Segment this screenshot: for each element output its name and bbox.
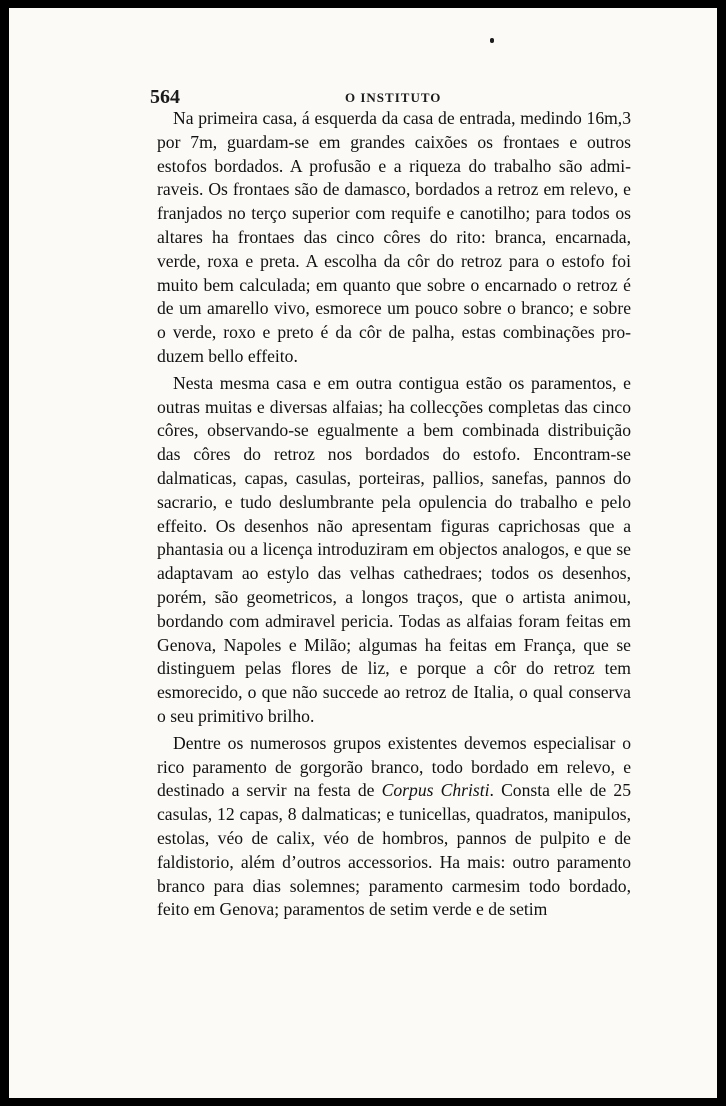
page-number: 564 (150, 86, 180, 108)
body-text (157, 107, 631, 922)
paragraph-corpus-christi (157, 732, 631, 922)
running-title: O INSTITUTO (345, 90, 442, 105)
paragraph-first-room: Na primeira casa, á esquerda da casa de entrada, medindo 16m,3 por 7m, guardam-se em grandes caixões os frontaes e outros estofos bordados. A profusão e a riqueza do trabalho são admiraveis. Os frontaes são de damasco, bordados a retroz em relevo, e franjados no terço superior com requife e canotilho; para todos os altares ha frontaes das cinco côres do rito: branca, encarnada, verde, roxa e preta. A escolha da côr do retroz para o estofo foi muito bem calculada; em quanto que sobre o encarnado o retroz é de um amarello vivo, esmorece um pouco sobre o branco; e sobre o verde, roxo e preto é da côr de palha, estas combinações produzem bello effeito. (157, 108, 631, 366)
paragraph-text-before: Dentre os numerosos grupos existentes devemos especialisar o rico paramento de gorgorão branco, todo bordado em relevo, e destinado a servir na festa de (157, 732, 631, 801)
page-header (150, 86, 630, 106)
paragraph-text-after: . Consta elle de 25 casulas, 12 capas, 8 dalmaticas; e tunicellas, quadratos, manipulos, estolas, véo de calix, véo de hombros, pannos de pulpito e de faldistorio, além d’outros accessorios. Ha mais: outro paramento branco para dias solemnes; paramento carmesim todo bordado, feito em Genova; paramentos de setim verde e de setim (157, 780, 631, 920)
paragraph-vestments: Nesta mesma casa e em outra contigua estão os paramentos, e outras muitas e diversas alfaias; ha collecções completas das cinco côres, observando-se egualmente a bem combinada distribuição das côres do retroz nos bordados do estofo. Encontram-se dalmaticas, capas, casulas, porteiras, pallios, sanefas, pannos do sacrario, e tudo deslumbrante pela opulencia do trabalho e pelo effeito. Os desenhos não apresentam figuras caprichosas que a phantasia ou a licença introduziram em objectos analogos, e que se adaptavam ao estylo das velhas cathedraes; todos os desenhos, porém, são geometricos, a longos traços, que o artista animou, bordando com admiravel pericia. Todas as alfaias foram feitas em Genova, Napoles e Milão; algumas ha feitas em França, que se distinguem pelas flores de liz, e porque a côr do retroz tem esmorecido, o que não succede ao retroz de Italia, o qual conserva o seu primitivo brilho. (157, 372, 631, 726)
ink-speck (490, 38, 494, 43)
emphasized-title: Corpus Christi (381, 780, 490, 801)
